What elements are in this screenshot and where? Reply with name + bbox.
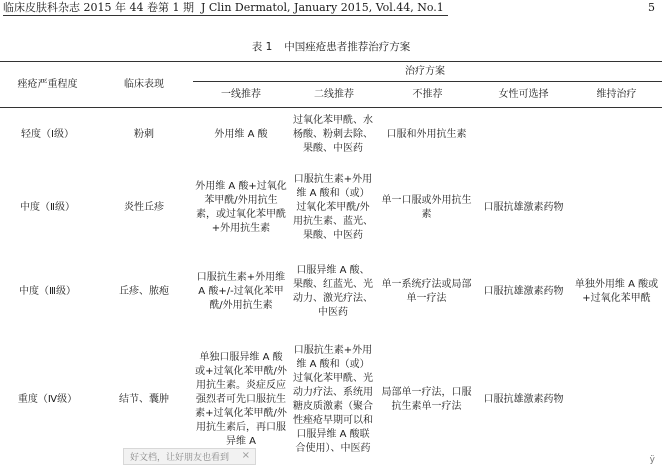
row2-not-recommended: 单一口服或外用抗生素 — [381, 195, 472, 220]
row1-second-line: 过氧化苯甲酰、水杨酸、粉刺去除、果酸、中医药 — [293, 115, 373, 154]
subheader-first-line: 一线推荐 — [221, 88, 261, 100]
row4-second-line: 口服抗生素+外用维 A 酸和（或）过氧化苯甲酰、光动力疗法、系统用糖皮质激素（聚合性痤疮早期可以和口服异维 A 酸联合使用）、中医药 — [293, 345, 373, 454]
row1-female-option — [476, 108, 571, 162]
row2-severity: 中度（Ⅱ级） — [20, 202, 75, 213]
row3-clinical: 丘疹、脓疱 — [119, 286, 169, 297]
row3-maintenance: 单独外用维 A 酸或+过氧化苯甲酰 — [574, 279, 659, 304]
row2-first-line: 外用维 A 酸+过氧化苯甲酰/外用抗生素，或过氧化苯甲酰+外用抗生素 — [195, 181, 287, 234]
subheader-not-recommended: 不推荐 — [412, 88, 443, 100]
share-watermark[interactable] — [123, 448, 256, 465]
row3-female-option: 口服抗雄激素药物 — [483, 286, 564, 297]
subheader-maintenance: 维持治疗 — [596, 88, 637, 100]
row1-maintenance — [571, 108, 662, 162]
row2-clinical: 炎性丘疹 — [124, 202, 164, 213]
subheader-second-line: 二线推荐 — [314, 88, 354, 100]
row3-severity: 中度（Ⅲ级） — [19, 286, 76, 297]
corner-mark: ÿ — [649, 455, 655, 465]
row1-clinical: 粉刺 — [134, 129, 154, 140]
caption-title: 中国痤疮患者推荐治疗方案 — [284, 41, 411, 53]
row3-second-line: 口服异维 A 酸、果酸、红蓝光、光动力、激光疗法、中医药 — [293, 265, 373, 318]
header-treatment: 治疗方案 — [405, 65, 445, 77]
row4-severity: 重度（Ⅳ级） — [17, 394, 78, 405]
watermark-text: 好文档，让好朋友也看到 — [130, 453, 230, 463]
row3-first-line: 口服抗生素+外用维 A 酸+/-过氧化苯甲酰/外用抗生素 — [196, 272, 286, 311]
row4-female-option: 口服抗雄激素药物 — [483, 394, 564, 405]
row1-not-recommended: 口服和外用抗生素 — [386, 129, 467, 140]
journal-info: 临床皮肤科杂志 2015 年 44 卷第 1 期 J Clin Dermatol, January 2015, Vol.44, No.1 — [3, 1, 444, 14]
row2-second-line: 口服抗生素+外用维 A 酸和（或）过氧化苯甲酰/外用抗生素、蓝光、果酸、中医药 — [293, 174, 373, 241]
row3-not-recommended: 单一系统疗法或局部单一疗法 — [381, 279, 472, 304]
row4-not-recommended: 局部单一疗法，口服抗生素单一疗法 — [381, 387, 472, 412]
subheader-female-option: 女性可选择 — [498, 88, 549, 100]
row2-maintenance — [571, 166, 662, 250]
row4-first-line: 单独口服异维 A 酸或+过氧化苯甲酰/外用抗生素。炎症反应强烈者可先口服抗生素+过氧化苯甲酰/外用抗生素后，再口服异维 A — [195, 352, 287, 447]
row4-maintenance — [571, 336, 662, 464]
row4-clinical: 结节、囊肿 — [119, 394, 169, 405]
header-severity: 痤疮严重程度 — [17, 78, 78, 90]
caption-number: 表 1 — [251, 41, 273, 53]
row2-female-option: 口服抗雄激素药物 — [483, 202, 564, 213]
close-icon[interactable]: × — [241, 450, 250, 461]
page-number: 5 — [648, 1, 655, 14]
row1-first-line: 外用维 A 酸 — [214, 129, 268, 140]
header-clinical: 临床表现 — [124, 78, 164, 90]
row1-severity: 轻度（Ⅰ级） — [21, 129, 74, 140]
